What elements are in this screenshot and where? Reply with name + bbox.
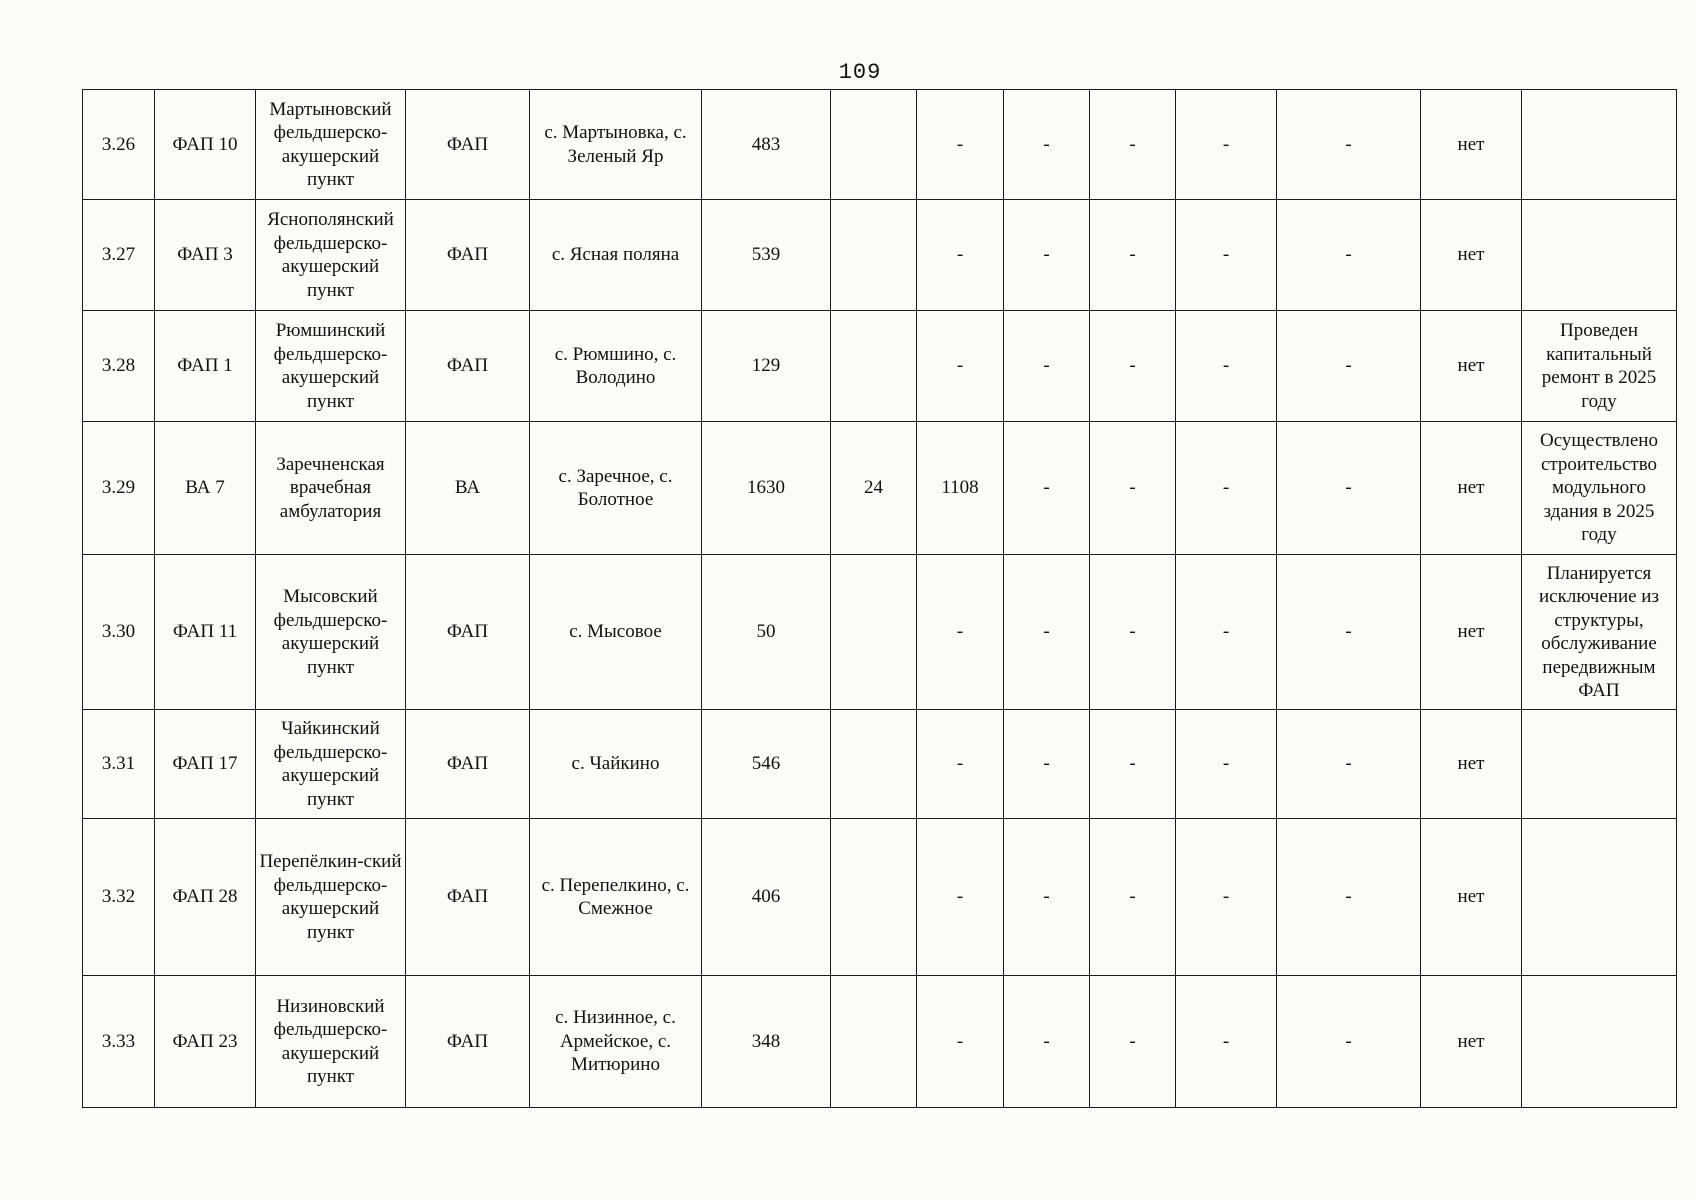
facility-type: ФАП [406,710,530,819]
facility-code: ФАП 11 [155,555,256,710]
cell-col9: - [1004,200,1090,311]
facility-type: ФАП [406,311,530,422]
facility-code: ВА 7 [155,422,256,555]
cell-col7 [831,555,917,710]
cell-col12: - [1277,90,1421,200]
facility-type: ФАП [406,976,530,1108]
facility-name: Низиновский фельдшерско-акушерский пункт [256,976,406,1108]
population: 348 [702,976,831,1108]
cell-col10: - [1090,555,1176,710]
cell-col10: - [1090,200,1176,311]
cell-col7 [831,200,917,311]
cell-col7 [831,976,917,1108]
table-row [83,710,1677,819]
cell-col12: - [1277,311,1421,422]
served-villages: с. Ясная поляна [530,200,702,311]
cell-col7 [831,819,917,976]
cell-col8: - [917,976,1004,1108]
cell-col11: - [1176,976,1277,1108]
table-row [83,976,1677,1108]
facility-code: ФАП 28 [155,819,256,976]
status: нет [1421,555,1522,710]
population: 483 [702,90,831,200]
note [1522,976,1677,1108]
row-number: 3.31 [83,710,155,819]
note [1522,710,1677,819]
facility-name: Перепёлкин-ский фельдшерско-акушерский пункт [256,819,406,976]
cell-col10: - [1090,710,1176,819]
cell-col11: - [1176,422,1277,555]
cell-col9: - [1004,555,1090,710]
cell-col11: - [1176,819,1277,976]
status: нет [1421,90,1522,200]
facility-type: ФАП [406,90,530,200]
facility-type: ФАП [406,819,530,976]
served-villages: с. Мартыновка, с. Зеленый Яр [530,90,702,200]
cell-col7: 24 [831,422,917,555]
cell-col9: - [1004,422,1090,555]
page-number: 109 [838,60,882,85]
row-number: 3.32 [83,819,155,976]
table-row [83,819,1677,976]
served-villages: с. Низинное, с. Армейское, с. Митюрино [530,976,702,1108]
cell-col7 [831,311,917,422]
cell-col11: - [1176,200,1277,311]
facility-code: ФАП 1 [155,311,256,422]
status: нет [1421,200,1522,311]
served-villages: с. Перепелкино, с. Смежное [530,819,702,976]
row-number: 3.28 [83,311,155,422]
cell-col8: - [917,311,1004,422]
cell-col12: - [1277,710,1421,819]
note: Проведен капитальный ремонт в 2025 году [1522,311,1677,422]
population: 129 [702,311,831,422]
cell-col9: - [1004,311,1090,422]
table-row [83,90,1677,200]
note [1522,200,1677,311]
cell-col11: - [1176,710,1277,819]
facility-name: Заречненская врачебная амбулатория [256,422,406,555]
table-row [83,311,1677,422]
cell-col8: - [917,819,1004,976]
cell-col9: - [1004,976,1090,1108]
cell-col10: - [1090,422,1176,555]
status: нет [1421,976,1522,1108]
facility-type: ВА [406,422,530,555]
population: 539 [702,200,831,311]
cell-col12: - [1277,819,1421,976]
cell-col8: 1108 [917,422,1004,555]
facility-name: Яснополянский фельдшерско-акушерский пункт [256,200,406,311]
cell-col12: - [1277,200,1421,311]
cell-col10: - [1090,90,1176,200]
cell-col10: - [1090,976,1176,1108]
cell-col11: - [1176,90,1277,200]
facility-code: ФАП 3 [155,200,256,311]
row-number: 3.33 [83,976,155,1108]
cell-col10: - [1090,311,1176,422]
facility-name: Мысовский фельдшерско-акушерский пункт [256,555,406,710]
cell-col12: - [1277,422,1421,555]
served-villages: с. Рюмшино, с. Володино [530,311,702,422]
table-row [83,555,1677,710]
status: нет [1421,422,1522,555]
row-number: 3.27 [83,200,155,311]
facility-type: ФАП [406,555,530,710]
cell-col9: - [1004,710,1090,819]
cell-col11: - [1176,555,1277,710]
served-villages: с. Заречное, с. Болотное [530,422,702,555]
note [1522,819,1677,976]
served-villages: с. Чайкино [530,710,702,819]
facility-name: Рюмшинский фельдшерско-акушерский пункт [256,311,406,422]
population: 1630 [702,422,831,555]
cell-col12: - [1277,555,1421,710]
table-row [83,200,1677,311]
note: Планируется исключение из структуры, обслуживание передвижным ФАП [1522,555,1677,710]
row-number: 3.29 [83,422,155,555]
status: нет [1421,819,1522,976]
served-villages: с. Мысовое [530,555,702,710]
status: нет [1421,710,1522,819]
facility-name: Чайкинский фельдшерско-акушерский пункт [256,710,406,819]
row-number: 3.26 [83,90,155,200]
row-number: 3.30 [83,555,155,710]
population: 406 [702,819,831,976]
cell-col8: - [917,555,1004,710]
cell-col8: - [917,200,1004,311]
cell-col8: - [917,710,1004,819]
facilities-table [82,89,1677,1108]
cell-col12: - [1277,976,1421,1108]
cell-col10: - [1090,819,1176,976]
note: Осуществлено строительство модульного здания в 2025 году [1522,422,1677,555]
facility-code: ФАП 17 [155,710,256,819]
cell-col7 [831,90,917,200]
cell-col7 [831,710,917,819]
facility-type: ФАП [406,200,530,311]
facility-code: ФАП 23 [155,976,256,1108]
note [1522,90,1677,200]
population: 50 [702,555,831,710]
facility-name: Мартыновский фельдшерско-акушерский пункт [256,90,406,200]
table-row [83,422,1677,555]
status: нет [1421,311,1522,422]
facility-code: ФАП 10 [155,90,256,200]
cell-col8: - [917,90,1004,200]
population: 546 [702,710,831,819]
cell-col9: - [1004,90,1090,200]
cell-col9: - [1004,819,1090,976]
cell-col11: - [1176,311,1277,422]
